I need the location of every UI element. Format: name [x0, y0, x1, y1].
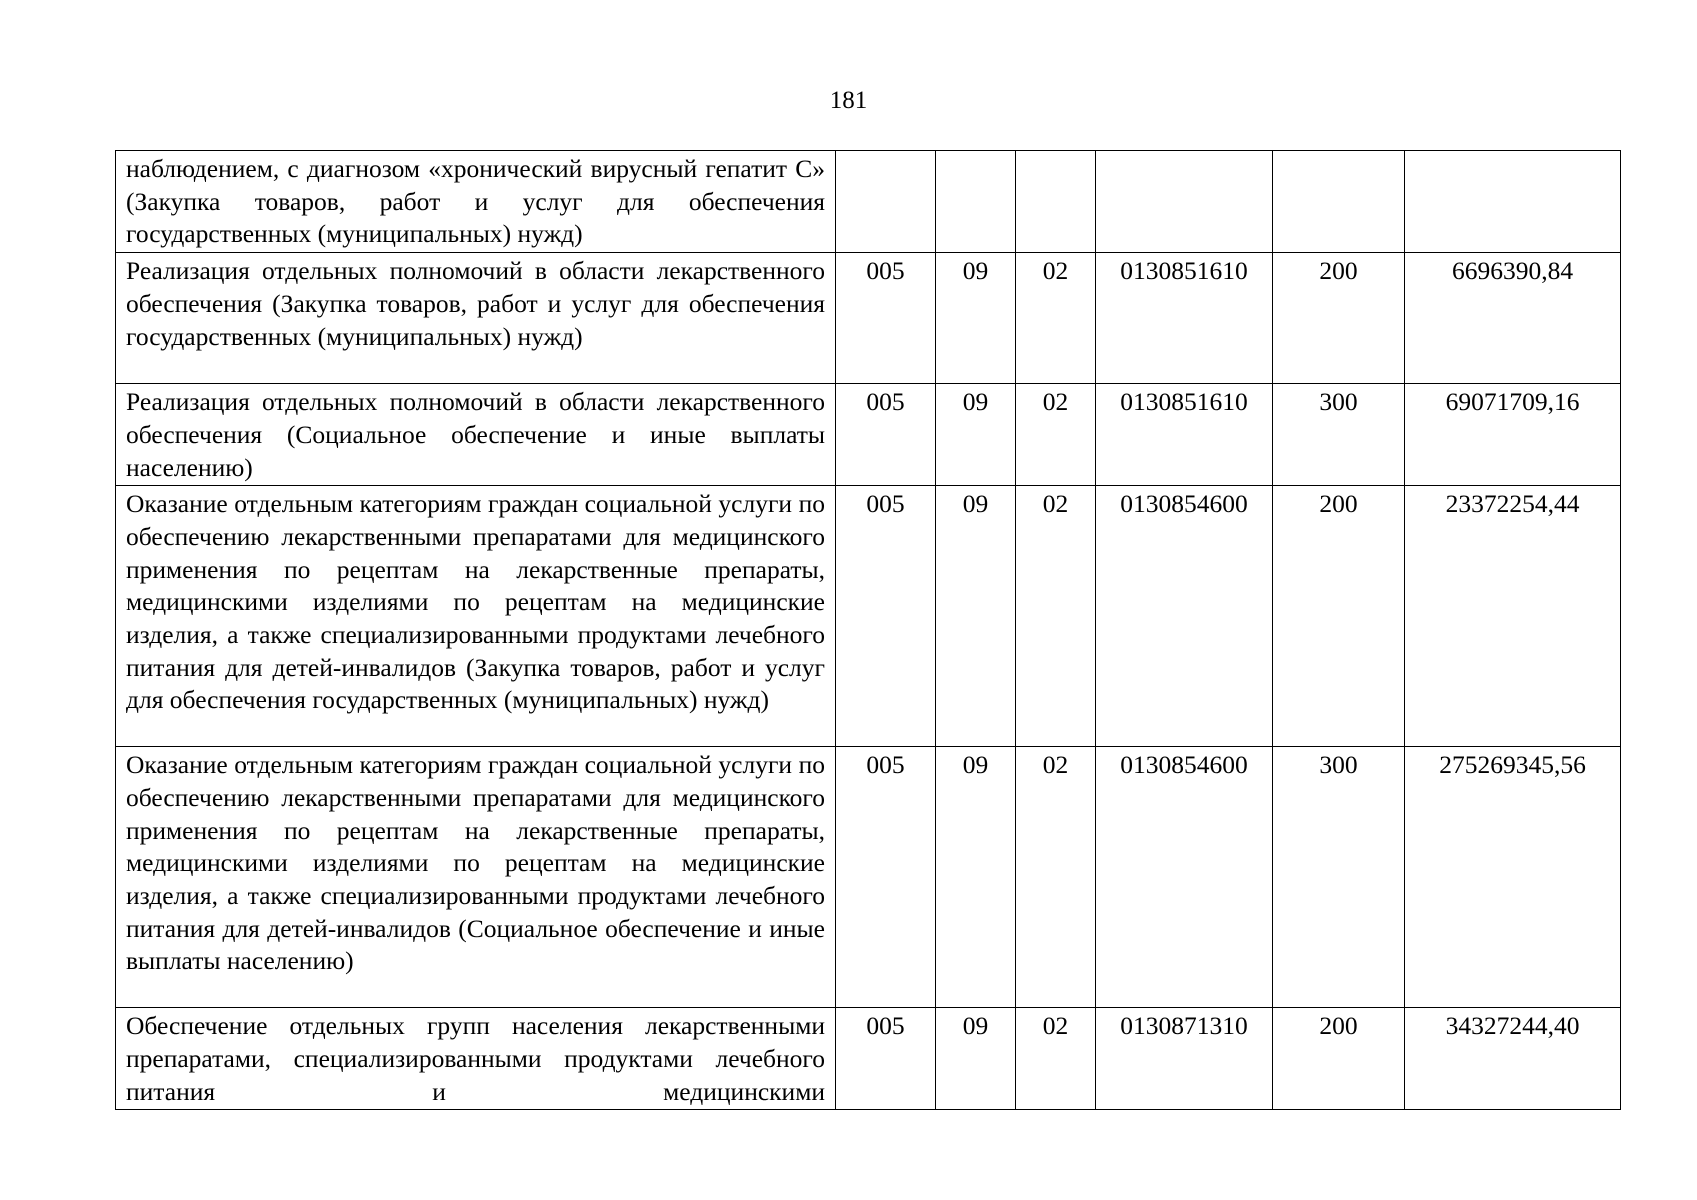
row-amount: 6696390,84 [1405, 253, 1621, 384]
row-ved [836, 151, 936, 253]
row-rz [936, 151, 1016, 253]
row-csr: 0130851610 [1096, 253, 1273, 384]
table-row [116, 747, 1621, 1008]
row-pr: 02 [1016, 747, 1096, 1008]
budget-table [115, 150, 1621, 1110]
page-number: 181 [829, 87, 868, 114]
row-csr [1096, 151, 1273, 253]
row-vr: 300 [1273, 384, 1405, 486]
row-ved: 005 [836, 1008, 936, 1110]
row-pr: 02 [1016, 253, 1096, 384]
row-rz: 09 [936, 747, 1016, 1008]
row-amount: 34327244,40 [1405, 1008, 1621, 1110]
row-csr: 0130871310 [1096, 1008, 1273, 1110]
row-description: Оказание отдельным категориям граждан социальной услуги по обеспечению лекарственными препаратами для медицинского применения по рецептам на лекарственные препараты, медицинскими изделиями по рецептам на медицинские изделия, а также специализированными продуктами лечебного питания для детей-инвалидов (Социальное обеспечение и иные выплаты населению) [116, 747, 836, 1008]
row-csr: 0130854600 [1096, 486, 1273, 747]
row-vr [1273, 151, 1405, 253]
table-row [116, 1008, 1621, 1110]
table-row [116, 384, 1621, 486]
row-rz: 09 [936, 1008, 1016, 1110]
row-amount [1405, 151, 1621, 253]
row-ved: 005 [836, 747, 936, 1008]
row-pr: 02 [1016, 384, 1096, 486]
row-vr: 200 [1273, 1008, 1405, 1110]
row-ved: 005 [836, 384, 936, 486]
row-description: Реализация отдельных полномочий в области лекарственного обеспечения (Социальное обеспечение и иные выплаты населению) [116, 384, 836, 486]
row-amount: 23372254,44 [1405, 486, 1621, 747]
row-rz: 09 [936, 253, 1016, 384]
row-pr: 02 [1016, 1008, 1096, 1110]
row-amount: 69071709,16 [1405, 384, 1621, 486]
table-row [116, 486, 1621, 747]
row-rz: 09 [936, 384, 1016, 486]
row-amount: 275269345,56 [1405, 747, 1621, 1008]
row-vr: 300 [1273, 747, 1405, 1008]
row-description: Реализация отдельных полномочий в области лекарственного обеспечения (Закупка товаров, работ и услуг для обеспечения государственных (муниципальных) нужд) [116, 253, 836, 384]
row-pr: 02 [1016, 486, 1096, 747]
row-csr: 0130851610 [1096, 384, 1273, 486]
row-ved: 005 [836, 253, 936, 384]
table-row [116, 253, 1621, 384]
row-description: наблюдением, с диагнозом «хронический вирусный гепатит С» (Закупка товаров, работ и услуг для обеспечения государственных (муниципальных) нужд) [116, 151, 836, 253]
table-row [116, 151, 1621, 253]
row-description: Оказание отдельным категориям граждан социальной услуги по обеспечению лекарственными препаратами для медицинского применения по рецептам на лекарственные препараты, медицинскими изделиями по рецептам на медицинские изделия, а также специализированными продуктами лечебного питания для детей-инвалидов (Закупка товаров, работ и услуг для обеспечения государственных (муниципальных) нужд) [116, 486, 836, 747]
row-ved: 005 [836, 486, 936, 747]
row-description: Обеспечение отдельных групп населения лекарственными препаратами, специализированными продуктами лечебного питания и медицинскими [116, 1008, 836, 1110]
row-vr: 200 [1273, 253, 1405, 384]
row-vr: 200 [1273, 486, 1405, 747]
row-rz: 09 [936, 486, 1016, 747]
row-pr [1016, 151, 1096, 253]
row-csr: 0130854600 [1096, 747, 1273, 1008]
